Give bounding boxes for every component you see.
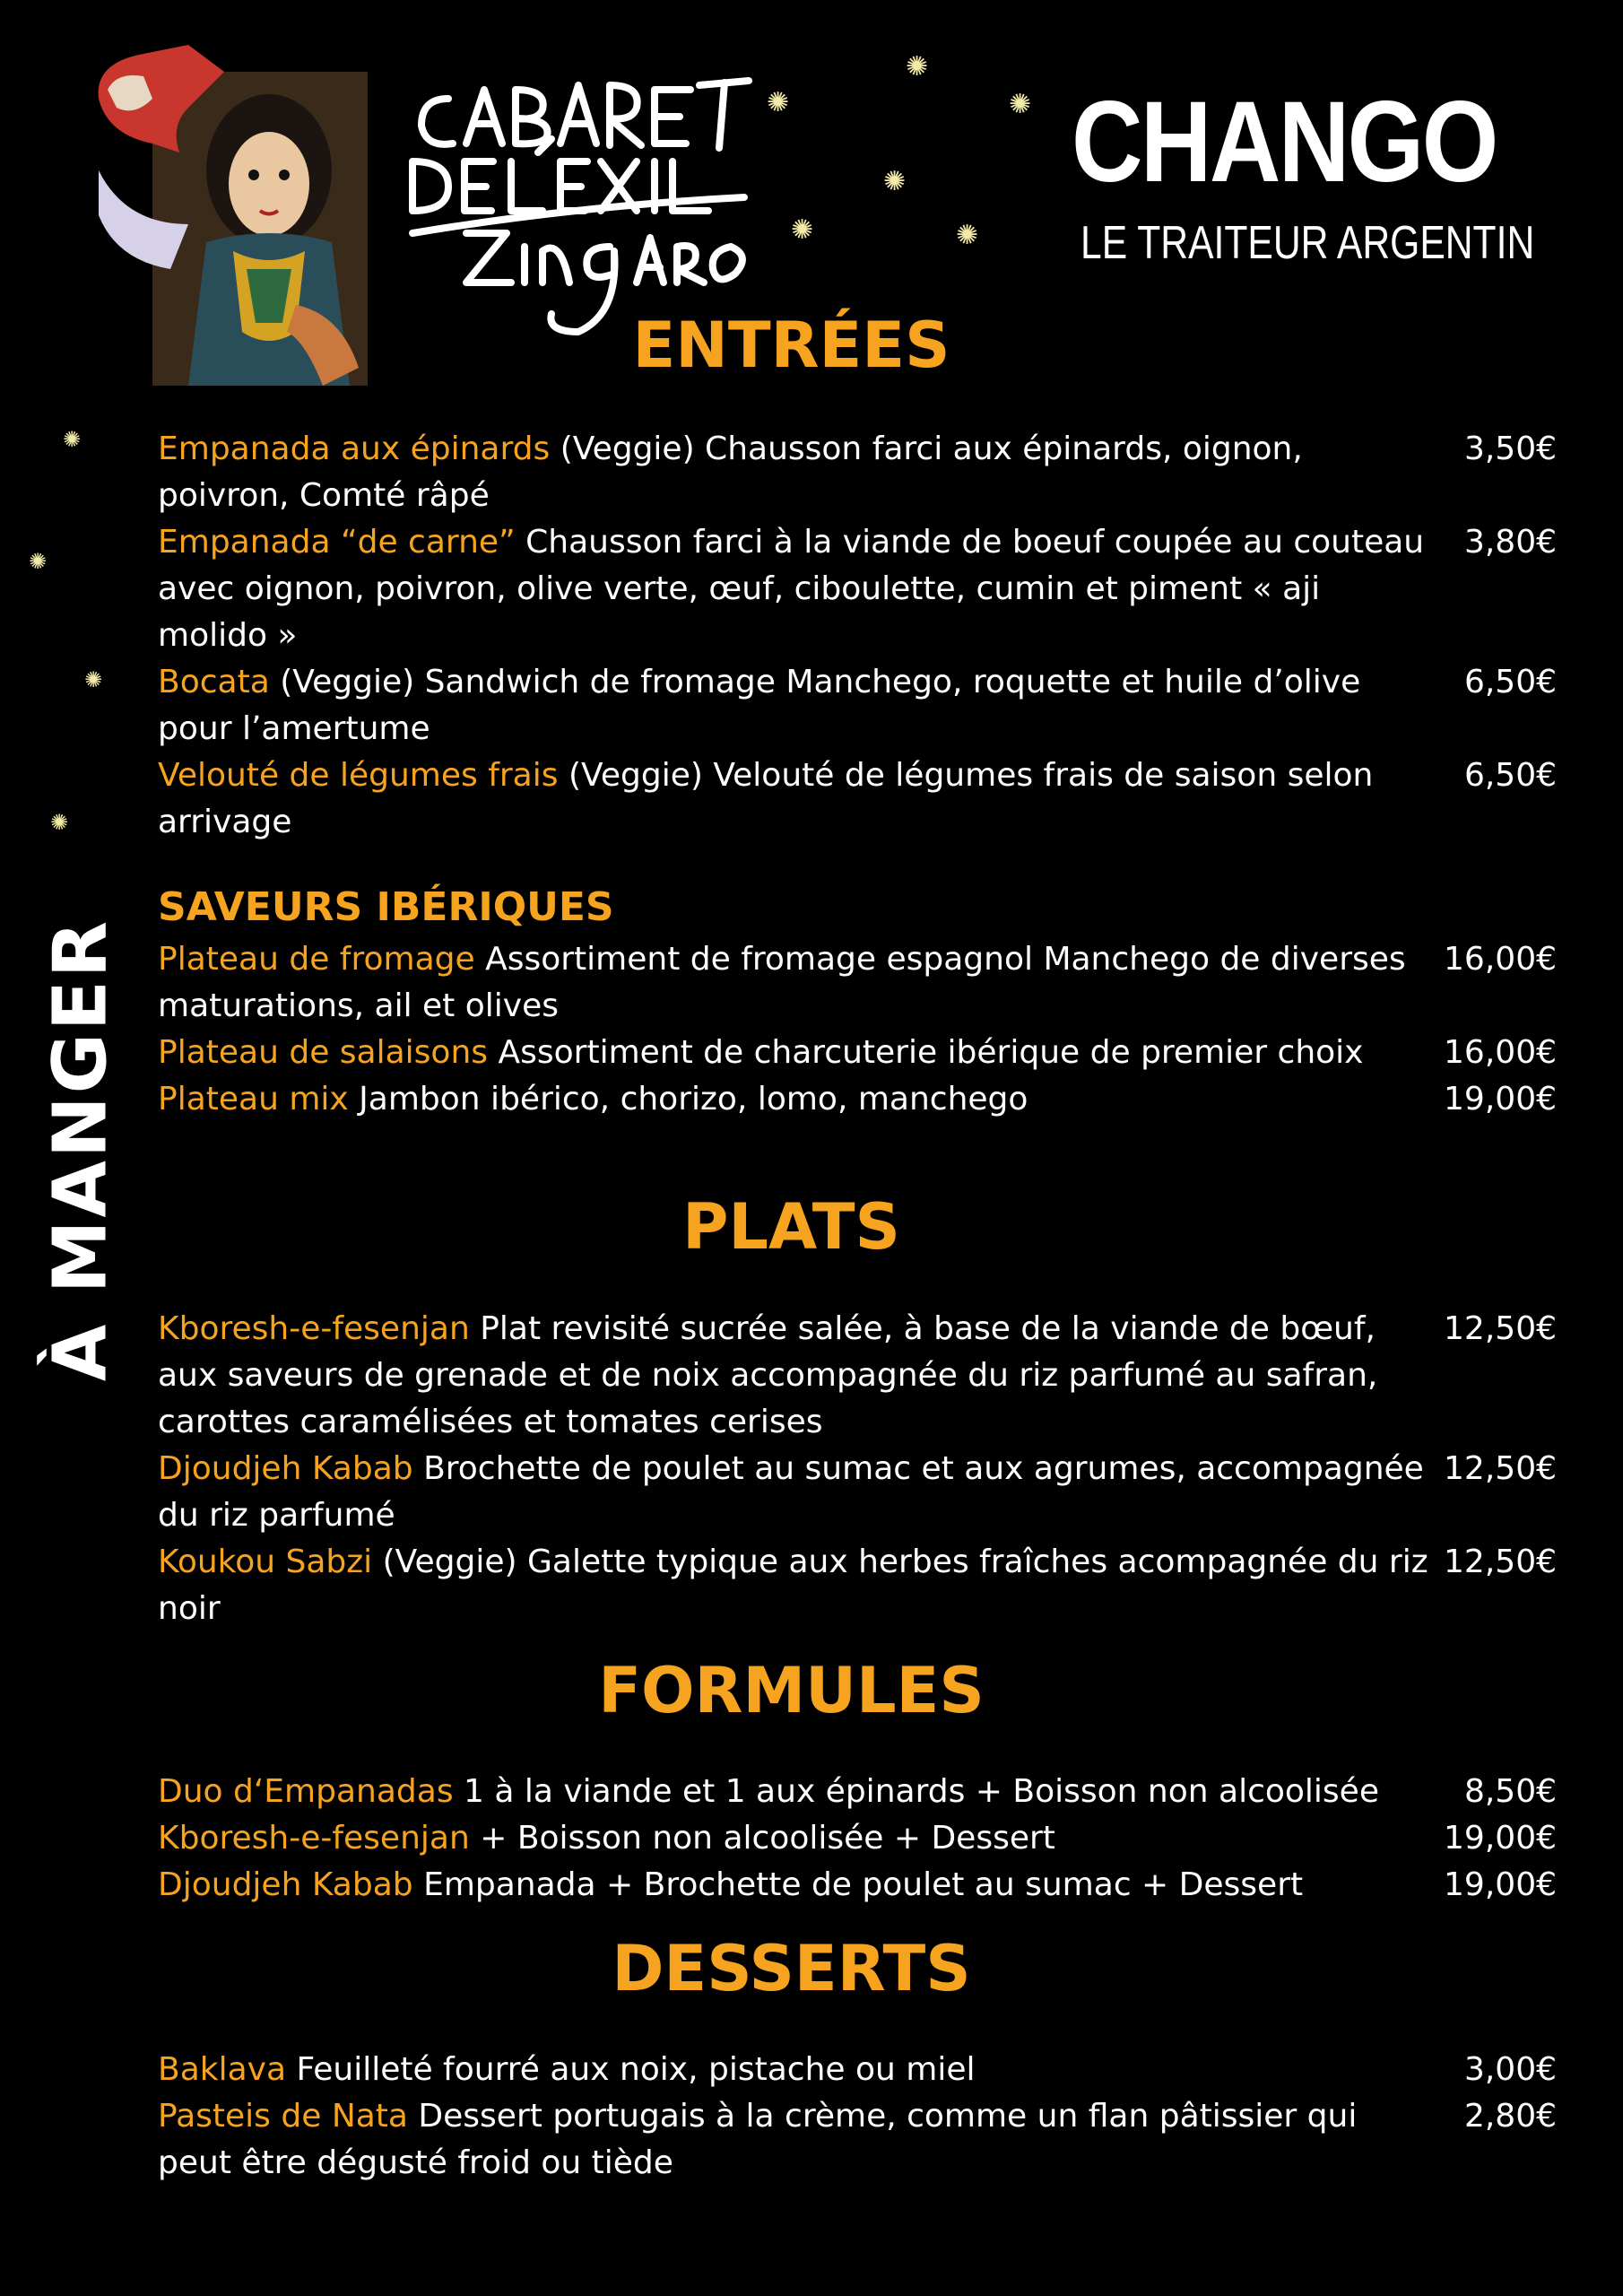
menu-item xyxy=(158,752,1557,846)
item-name: Baklava xyxy=(158,2051,287,2088)
item-name: Velouté de légumes frais xyxy=(158,757,559,794)
sparkle-icon: ✺ xyxy=(906,51,929,83)
item-description: Chausson farci à la viande de boeuf coupée au couteau avec oignon, poivron, olive verte, œuf, ciboulette, cumin et piment « aji molido » xyxy=(158,524,1425,654)
item-price: 19,00€ xyxy=(1444,1081,1557,1118)
item-name: Plateau de salaisons xyxy=(158,1034,489,1071)
item-description: (Veggie) Velouté de légumes frais de saison selon arrivage xyxy=(158,757,1374,840)
item-description: + Boisson non alcoolisée + Dessert xyxy=(469,1820,1055,1857)
item-description: Plat revisité sucrée salée, à base de la viande de bœuf, aux saveurs de grenade et de noix accompagnée du riz parfumé au safran, carottes caramélisées et tomates cerises xyxy=(158,1310,1378,1440)
menu-list-entrees xyxy=(158,426,1557,846)
item-price: 19,00€ xyxy=(1444,1866,1557,1903)
item-price: 6,50€ xyxy=(1463,664,1557,700)
item-description: Assortiment de charcuterie ibérique de premier choix xyxy=(488,1034,1364,1071)
item-price: 12,50€ xyxy=(1444,1310,1557,1347)
sparkle-icon: ✺ xyxy=(63,427,82,452)
item-description: (Veggie) Sandwich de fromage Manchego, roquette et huile d’olive pour l’amertume xyxy=(158,664,1361,747)
item-description: Dessert portugais à la crème, comme un flan pâtissier qui peut être dégusté froid ou tiède xyxy=(158,2098,1358,2181)
item-name: Kboresh-e-fesenjan xyxy=(158,1820,470,1857)
item-price: 2,80€ xyxy=(1463,2098,1557,2135)
menu-item xyxy=(158,426,1557,519)
sparkle-icon: ✺ xyxy=(767,87,790,118)
menu-list-desserts xyxy=(158,2047,1557,2187)
menu-list-formules xyxy=(158,1769,1557,1909)
menu-item xyxy=(158,2047,1557,2093)
item-price: 16,00€ xyxy=(1444,941,1557,978)
menu-item xyxy=(158,936,1557,1030)
section-title-formules: FORMULES xyxy=(598,1654,985,1727)
item-price: 3,50€ xyxy=(1463,430,1557,467)
sparkle-icon: ✺ xyxy=(84,667,103,692)
menu-item xyxy=(158,519,1557,659)
item-description: Feuilleté fourré aux noix, pistache ou miel xyxy=(286,2051,976,2088)
logo-script xyxy=(395,45,753,341)
brand-title: CHANGO xyxy=(1072,78,1497,206)
item-name: Plateau de fromage xyxy=(158,941,475,978)
menu-item xyxy=(158,1306,1557,1446)
item-name: Empanada “de carne” xyxy=(158,524,516,561)
section-title-entrees: ENTRÉES xyxy=(632,309,950,382)
menu-item xyxy=(158,1030,1557,1076)
section-title-desserts: DESSERTS xyxy=(612,1932,971,2005)
menu-list-plats xyxy=(158,1306,1557,1632)
item-name: Djoudjeh Kabab xyxy=(158,1450,413,1487)
item-description: Empanada + Brochette de poulet au sumac + Dessert xyxy=(412,1866,1304,1903)
menu-list-iberiques xyxy=(158,936,1557,1123)
item-name: Plateau mix xyxy=(158,1081,349,1118)
item-name: Duo d‘Empanadas xyxy=(158,1773,454,1810)
brand-subtitle: LE TRAITEUR ARGENTIN xyxy=(1081,217,1535,269)
item-price: 16,00€ xyxy=(1444,1034,1557,1071)
item-price: 3,00€ xyxy=(1463,2051,1557,2088)
item-price: 8,50€ xyxy=(1463,1773,1557,1810)
menu-item xyxy=(158,1446,1557,1539)
item-description: (Veggie) Chausson farci aux épinards, oignon, poivron, Comté râpé xyxy=(158,430,1303,514)
item-name: Pasteis de Nata xyxy=(158,2098,408,2135)
sparkle-icon: ✺ xyxy=(791,214,814,246)
item-price: 12,50€ xyxy=(1444,1544,1557,1580)
sparkle-icon: ✺ xyxy=(956,220,979,251)
item-price: 19,00€ xyxy=(1444,1820,1557,1857)
menu-item xyxy=(158,1076,1557,1123)
menu-item xyxy=(158,1539,1557,1632)
item-name: Kboresh-e-fesenjan xyxy=(158,1310,470,1347)
item-name: Bocata xyxy=(158,664,270,700)
sparkle-icon: ✺ xyxy=(1009,89,1032,120)
menu-item xyxy=(158,659,1557,752)
section-title-plats: PLATS xyxy=(682,1190,900,1264)
item-name: Djoudjeh Kabab xyxy=(158,1866,413,1903)
side-label: À MANGER xyxy=(38,918,124,1382)
item-description: Jambon ibérico, chorizo, lomo, manchego xyxy=(348,1081,1028,1118)
item-description: 1 à la viande et 1 aux épinards + Boisson non alcoolisée xyxy=(453,1773,1379,1810)
item-description: Brochette de poulet au sumac et aux agrumes, accompagnée du riz parfumé xyxy=(158,1450,1424,1534)
item-description: Assortiment de fromage espagnol Manchego de diverses maturations, ail et olives xyxy=(158,941,1406,1024)
item-name: Empanada aux épinards xyxy=(158,430,551,467)
menu-item xyxy=(158,1815,1557,1862)
sparkle-icon: ✺ xyxy=(50,810,69,835)
sparkle-icon: ✺ xyxy=(29,549,48,574)
item-price: 6,50€ xyxy=(1463,757,1557,794)
section-title-iberiques: SAVEURS IBÉRIQUES xyxy=(158,884,614,930)
menu-item xyxy=(158,2093,1557,2187)
item-price: 12,50€ xyxy=(1444,1450,1557,1487)
menu-item xyxy=(158,1769,1557,1815)
item-price: 3,80€ xyxy=(1463,524,1557,561)
sparkle-icon: ✺ xyxy=(883,166,907,197)
item-description: (Veggie) Galette typique aux herbes fraîches acompagnée du riz noir xyxy=(158,1544,1428,1627)
menu-item xyxy=(158,1862,1557,1909)
brand-block xyxy=(1040,78,1535,270)
item-name: Koukou Sabzi xyxy=(158,1544,373,1580)
